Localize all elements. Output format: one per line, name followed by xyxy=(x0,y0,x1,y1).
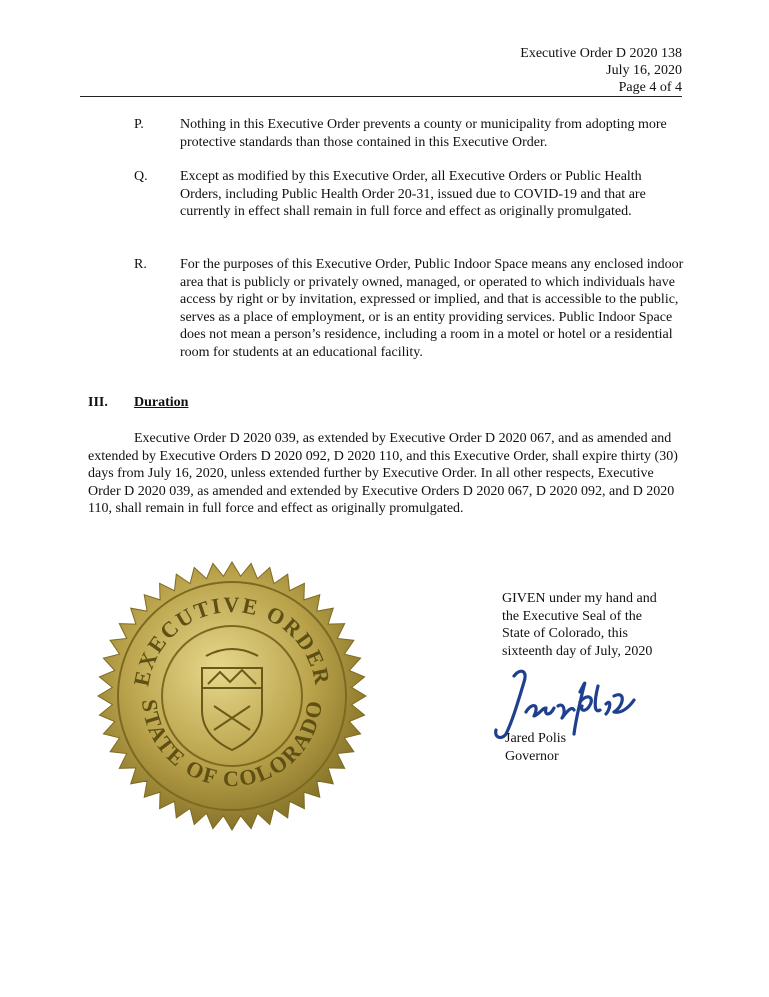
document-header xyxy=(520,45,682,96)
signer-block xyxy=(505,730,566,765)
given-line: State of Colorado, this xyxy=(502,626,628,641)
order-number: Executive Order D 2020 138 xyxy=(520,46,682,61)
provision-r xyxy=(134,256,684,361)
given-line: the Executive Seal of the xyxy=(502,608,642,624)
seal-top-text: EXECUTIVE ORDER xyxy=(128,591,336,689)
section-heading xyxy=(88,394,188,412)
seal-bottom-text: STATE OF COLORADO xyxy=(136,697,328,792)
section-number: III. xyxy=(88,395,108,410)
provision-letter: Q. xyxy=(134,169,148,184)
state-seal xyxy=(96,560,368,832)
header-divider xyxy=(80,96,682,97)
section-title: Duration xyxy=(134,395,189,410)
provision-letter: R. xyxy=(134,257,147,272)
provision-text: For the purposes of this Executive Order, Public Indoor Space means any enclosed indoor area that is publicly or privately owned, managed, or operated to which individuals have access by right or by invitation, expressed or implied, and that is accessible to the public, serves as a place of employment, or is an entity providing services. Public Indoor Space does not mean a person’s residence, including a room in a motel or hotel or a residential room for students at an educational facility. xyxy=(180,257,684,360)
signer-name: Jared Polis xyxy=(505,731,567,746)
provision-letter: P. xyxy=(134,117,144,132)
provision-q xyxy=(134,168,684,221)
duration-paragraph: Executive Order D 2020 039, as extended by Executive Order D 2020 067, and as amended and extended by Executive Orders D 2020 092, D 2020 110, and this Executive Order, shall expire thirty (30) days from July 16, 2020, unless extended further by Executive Order. In all other respects, Executive Order D 2020 039, as amended and extended by Executive Orders D 2020 067, D 2020 092, and D 2020 110, shall remain in full force and effect as originally promulgated. xyxy=(88,431,678,516)
given-statement xyxy=(502,590,702,660)
provision-p xyxy=(134,116,684,151)
signer-title: Governor xyxy=(505,748,559,764)
provision-text: Except as modified by this Executive Order, all Executive Orders or Public Health Orders, including Public Health Order 20-31, issued due to COVID-19 and that are currently in effect shall remain in full force and effect as originally promulgated. xyxy=(180,169,646,219)
provision-text: Nothing in this Executive Order prevents a county or municipality from adopting more protective standards than those contained in this Executive Order. xyxy=(180,117,667,150)
given-line: GIVEN under my hand and xyxy=(502,591,657,606)
order-date: July 16, 2020 xyxy=(606,63,682,78)
given-line: sixteenth day of July, 2020 xyxy=(502,643,653,659)
page-number: Page 4 of 4 xyxy=(618,80,682,95)
